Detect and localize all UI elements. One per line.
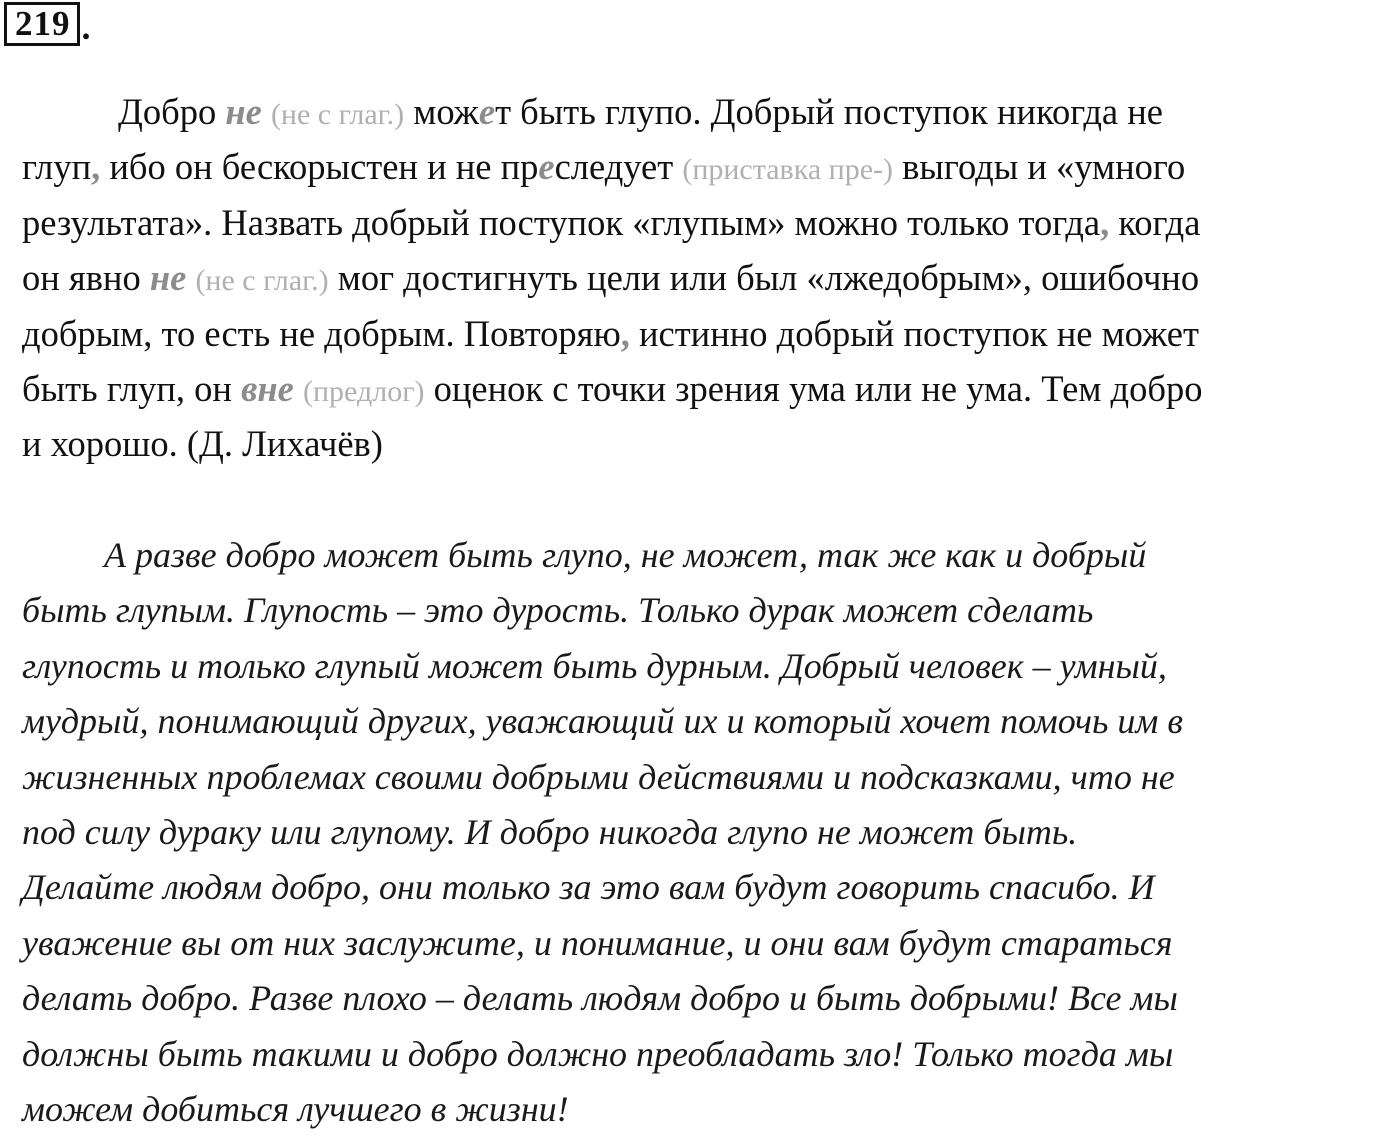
spelling-highlight: е (538, 146, 555, 188)
answer-text-line: быть глупым. Глупость – это дурость. Только дурак может сделать (22, 590, 1094, 631)
text-segment: мог достигнуть цели или был «лжедобрым», ошибочно (328, 257, 1200, 299)
grammar-note: (не с глаг.) (270, 98, 405, 131)
exercise-number-dot: . (81, 7, 91, 47)
text-segment: т быть глупо. Добрый поступок никогда не (495, 91, 1163, 132)
source-text-line (22, 139, 1398, 194)
text-segment: и хорошо. (Д. Лихачёв) (22, 423, 383, 465)
spelling-highlight: е (478, 91, 496, 132)
text-segment (262, 91, 271, 132)
punctuation-highlight: , (620, 312, 630, 354)
answer-text-line: под силу дураку или глупому. И добро никогда глупо не может быть. (22, 811, 1078, 852)
source-text (22, 84, 1398, 472)
text-segment: добрым, то есть не добрым. Повторяю (22, 312, 621, 354)
source-text-line (22, 250, 1398, 305)
exercise-number-box: 219 (4, 2, 80, 46)
source-text-line (22, 84, 1398, 139)
answer-text-line: жизненных проблемах своими добрыми действиями и подсказками, что не (22, 756, 1175, 797)
grammar-note: (предлог) (303, 374, 425, 408)
text-segment: глуп (22, 146, 92, 188)
answer-text-line: глупость и только глупый может быть дурным. Добрый человек – умный, (22, 645, 1167, 686)
text-segment: ибо он бескорыстен и не пр (100, 146, 539, 188)
answer-text-line: Делайте людям добро, они только за это вам будут говорить спасибо. И (22, 867, 1155, 908)
text-segment (294, 368, 303, 409)
text-segment: когда (1109, 201, 1201, 243)
text-segment: следует (554, 146, 683, 188)
answer-text-line: делать добро. Разве плохо – делать людям добро и быть добрыми! Все мы (22, 978, 1178, 1019)
answer-text-line: А разве добро может быть глупо, не может, так же как и добрый (104, 535, 1147, 575)
source-text-line (22, 416, 1398, 471)
source-text-line (22, 306, 1398, 361)
answer-text-line: уважение вы от них заслужите, и понимание, и они вам будут стараться (22, 922, 1173, 963)
text-segment: быть глуп, он (22, 367, 242, 409)
text-segment: Добро (118, 91, 226, 132)
text-segment: выгоды и «умного (893, 146, 1186, 188)
answer-text-line: должны быть такими и добро должно преобладать зло! Только тогда мы (22, 1033, 1174, 1074)
exercise-number (4, 6, 91, 46)
spelling-highlight: не (149, 257, 187, 299)
text-segment: оценок с точки зрения ума или не ума. Тем добро (424, 367, 1203, 409)
source-text-line (22, 361, 1398, 416)
punctuation-highlight: , (91, 146, 101, 188)
spelling-highlight: не (225, 91, 262, 132)
text-segment: он явно (22, 257, 150, 299)
answer-text-line: мудрый, понимающий других, уважающий их и который хочет помочь им в (22, 701, 1183, 742)
text-segment: результата». Назвать добрый поступок «глупым» можно только тогда (22, 201, 1101, 243)
text-segment: мож (404, 91, 479, 132)
source-text-line (22, 195, 1398, 250)
text-segment: истинно добрый поступок не может (629, 312, 1199, 354)
answer-text (22, 528, 1398, 1137)
grammar-note: (приставка пре-) (682, 153, 893, 187)
answer-text-line: можем добиться лучшего в жизни! (22, 1088, 569, 1129)
spelling-highlight: вне (241, 367, 294, 409)
punctuation-highlight: , (1100, 201, 1110, 243)
grammar-note: (не с глаг.) (195, 264, 329, 298)
